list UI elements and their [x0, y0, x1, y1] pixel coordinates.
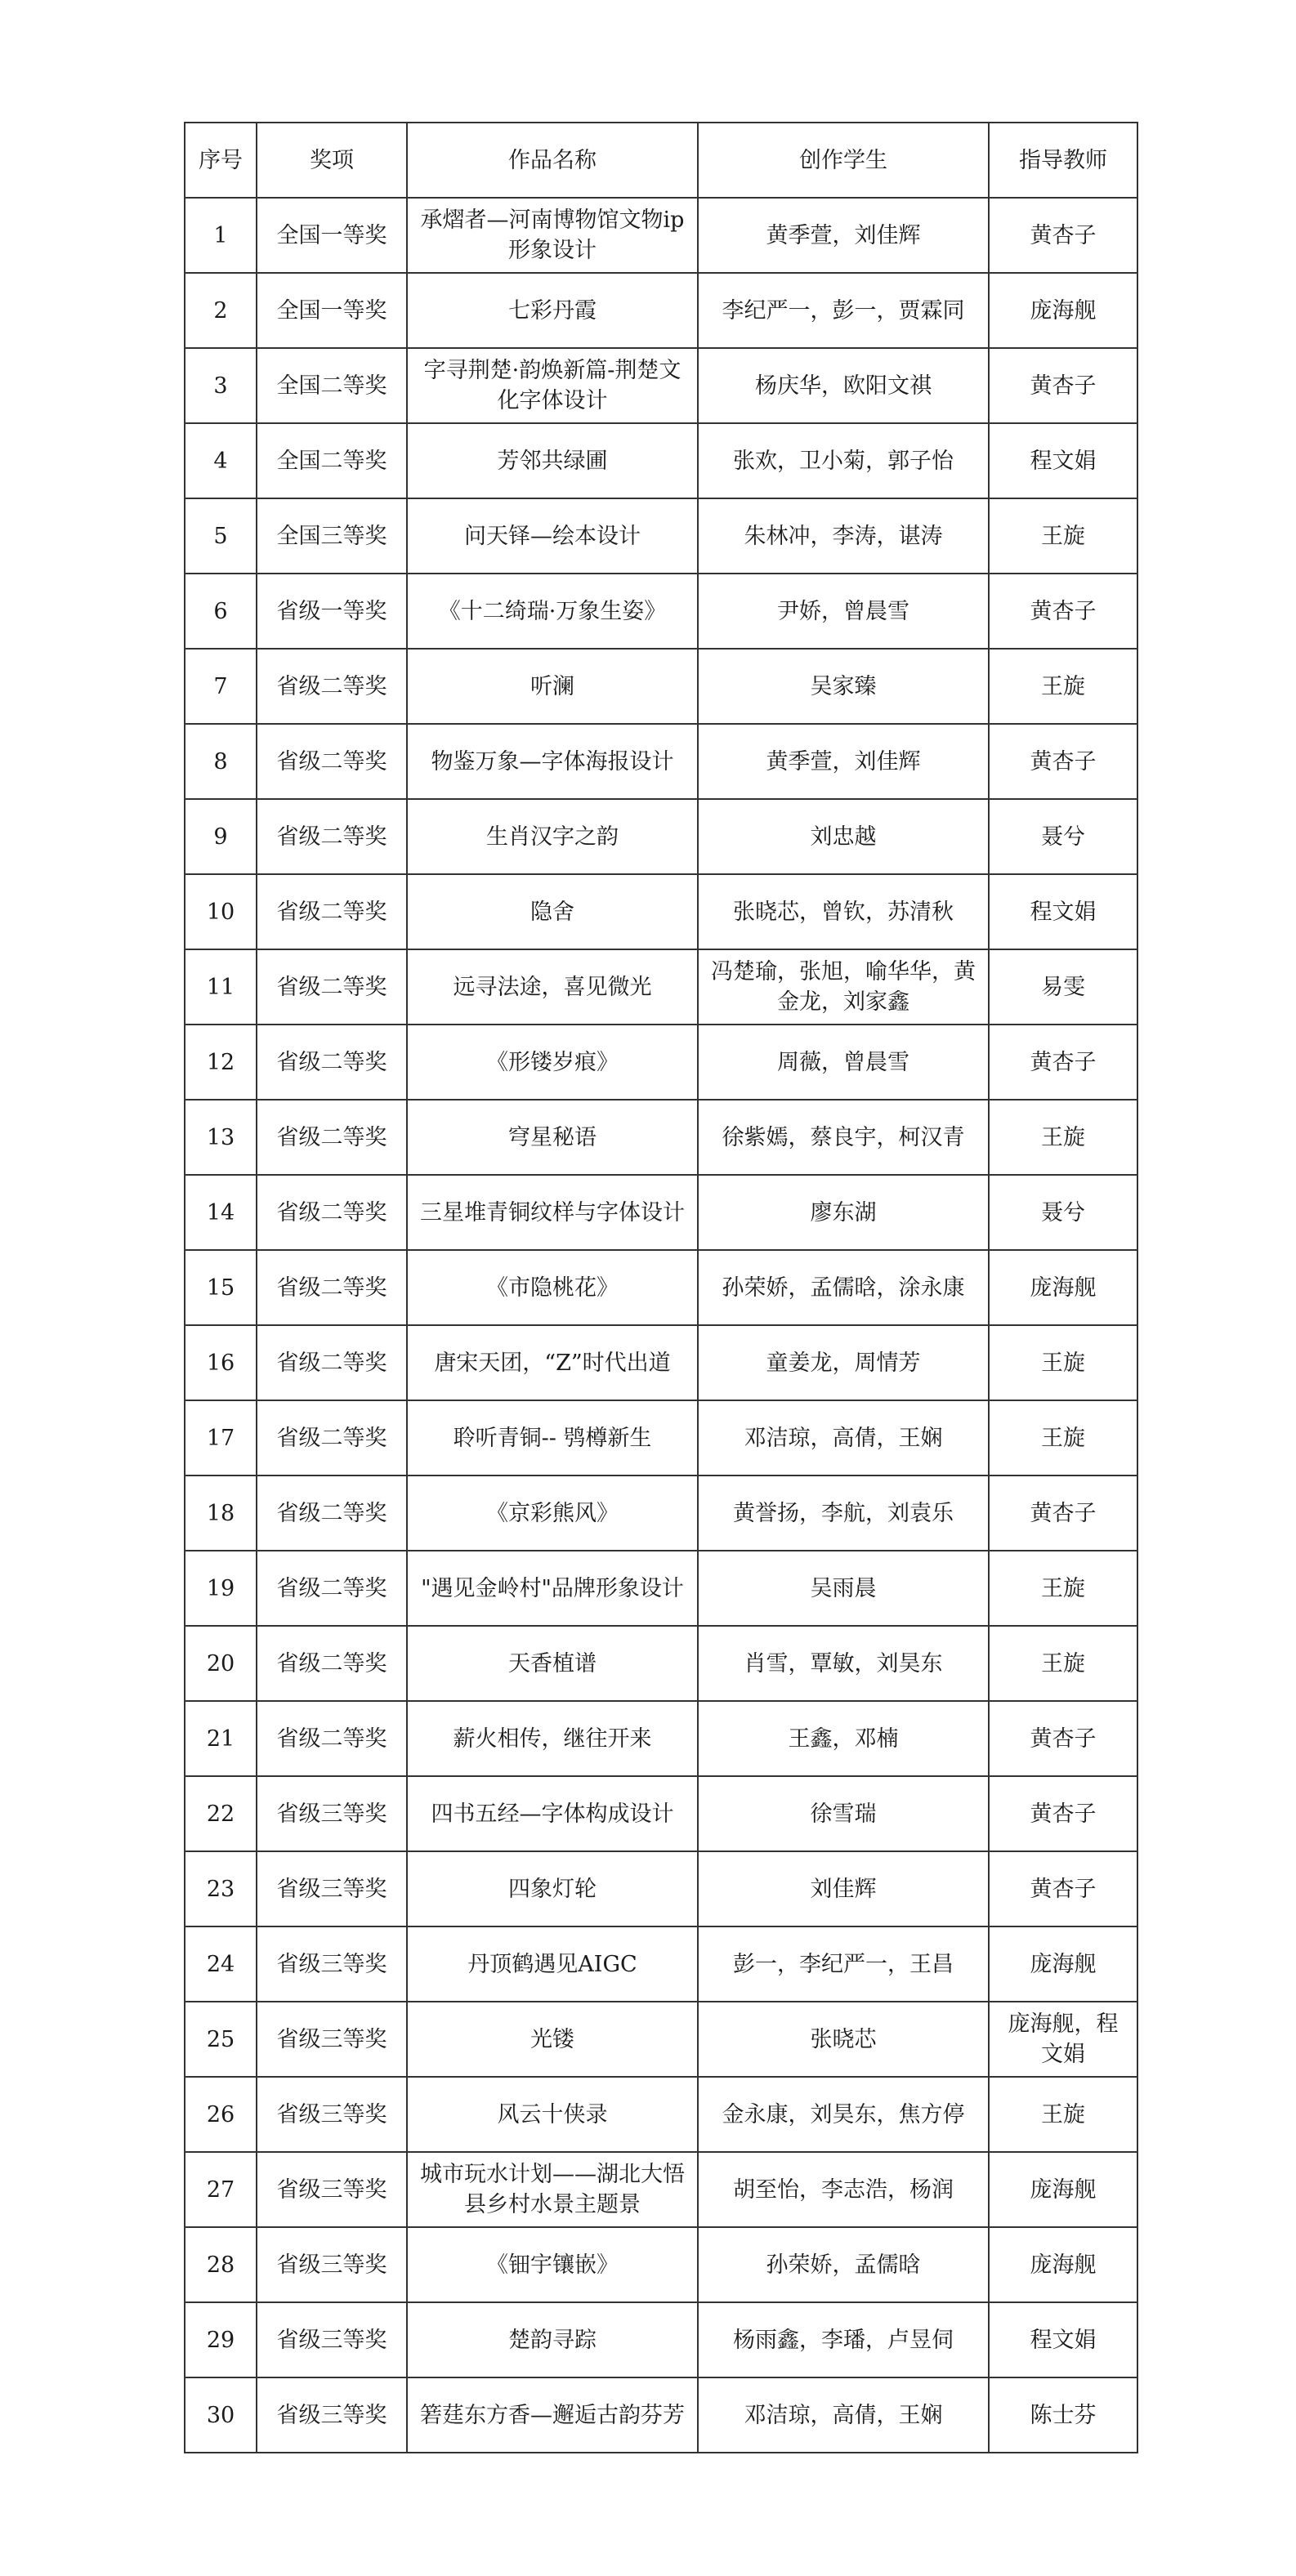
cell-students: 杨雨鑫，李璠，卢昱伺 [698, 2302, 989, 2377]
table-row [185, 1926, 1137, 2002]
cell-advisor: 王旋 [989, 1551, 1137, 1626]
table-row [185, 1626, 1137, 1701]
table-row [185, 2152, 1137, 2227]
cell-work-title: 风云十侠录 [407, 2077, 698, 2152]
cell-advisor: 王旋 [989, 1100, 1137, 1175]
cell-index: 2 [185, 273, 257, 348]
cell-index: 13 [185, 1100, 257, 1175]
cell-students: 黄季萱，刘佳辉 [698, 198, 989, 273]
cell-advisor: 王旋 [989, 1325, 1137, 1400]
cell-students: 徐雪瑞 [698, 1776, 989, 1851]
cell-award: 省级三等奖 [257, 2302, 407, 2377]
cell-award: 省级二等奖 [257, 1175, 407, 1250]
cell-work-title: 四书五经—字体构成设计 [407, 1776, 698, 1851]
cell-work-title: 《十二绮瑞·万象生姿》 [407, 574, 698, 649]
cell-award: 省级二等奖 [257, 1476, 407, 1551]
cell-index: 1 [185, 198, 257, 273]
cell-award: 省级二等奖 [257, 799, 407, 874]
cell-award: 省级二等奖 [257, 874, 407, 949]
cell-advisor: 黄杏子 [989, 574, 1137, 649]
cell-index: 23 [185, 1851, 257, 1926]
cell-work-title: 城市玩水计划——湖北大悟县乡村水景主题景 [407, 2152, 698, 2227]
cell-award: 省级二等奖 [257, 1701, 407, 1776]
table-row [185, 1250, 1137, 1325]
table-row [185, 949, 1137, 1025]
cell-work-title: 芳邻共绿圃 [407, 423, 698, 498]
cell-index: 5 [185, 498, 257, 574]
cell-advisor: 庞海舰 [989, 2227, 1137, 2302]
cell-award: 省级二等奖 [257, 649, 407, 724]
cell-award: 省级二等奖 [257, 949, 407, 1025]
table-row [185, 1776, 1137, 1851]
table-row [185, 498, 1137, 574]
cell-index: 15 [185, 1250, 257, 1325]
cell-work-title: 丹顶鹤遇见AIGC [407, 1926, 698, 2002]
cell-work-title: 四象灯轮 [407, 1851, 698, 1926]
cell-award: 省级二等奖 [257, 1551, 407, 1626]
cell-advisor: 王旋 [989, 498, 1137, 574]
cell-advisor: 易雯 [989, 949, 1137, 1025]
cell-award: 省级三等奖 [257, 2152, 407, 2227]
cell-students: 肖雪，覃敏，刘昊东 [698, 1626, 989, 1701]
cell-work-title: 《钿宇镶嵌》 [407, 2227, 698, 2302]
cell-students: 吴家臻 [698, 649, 989, 724]
cell-students: 朱林冲，李涛，谌涛 [698, 498, 989, 574]
cell-advisor: 黄杏子 [989, 1701, 1137, 1776]
cell-index: 28 [185, 2227, 257, 2302]
cell-award: 省级三等奖 [257, 2002, 407, 2077]
cell-students: 孙荣娇，孟儒晗，涂永康 [698, 1250, 989, 1325]
table-body [185, 198, 1137, 2453]
cell-award: 省级二等奖 [257, 1025, 407, 1100]
cell-advisor: 庞海舰 [989, 2152, 1137, 2227]
cell-work-title: 字寻荆楚·韵焕新篇-荆楚文化字体设计 [407, 348, 698, 423]
cell-students: 张晓芯 [698, 2002, 989, 2077]
table-row [185, 1400, 1137, 1476]
cell-index: 25 [185, 2002, 257, 2077]
cell-award: 省级三等奖 [257, 2227, 407, 2302]
cell-students: 吴雨晨 [698, 1551, 989, 1626]
cell-work-title: 听澜 [407, 649, 698, 724]
table-header [185, 123, 1137, 198]
cell-students: 邓洁琼，高倩，王娴 [698, 2377, 989, 2453]
cell-work-title: 问天铎—绘本设计 [407, 498, 698, 574]
table-row [185, 649, 1137, 724]
cell-index: 12 [185, 1025, 257, 1100]
cell-advisor: 黄杏子 [989, 198, 1137, 273]
cell-index: 7 [185, 649, 257, 724]
table-row [185, 874, 1137, 949]
table-row [185, 1551, 1137, 1626]
cell-students: 周薇，曾晨雪 [698, 1025, 989, 1100]
cell-students: 刘忠越 [698, 799, 989, 874]
cell-index: 24 [185, 1926, 257, 2002]
cell-work-title: 承熠者—河南博物馆文物ip形象设计 [407, 198, 698, 273]
cell-index: 27 [185, 2152, 257, 2227]
cell-students: 廖东湖 [698, 1175, 989, 1250]
cell-work-title: "遇见金岭村"品牌形象设计 [407, 1551, 698, 1626]
cell-students: 孙荣娇，孟儒晗 [698, 2227, 989, 2302]
cell-students: 张晓芯，曾钦，苏清秋 [698, 874, 989, 949]
cell-work-title: 薪火相传，继往开来 [407, 1701, 698, 1776]
cell-award: 省级二等奖 [257, 1626, 407, 1701]
cell-advisor: 王旋 [989, 1400, 1137, 1476]
cell-award: 全国二等奖 [257, 423, 407, 498]
cell-award: 省级二等奖 [257, 1250, 407, 1325]
table-row [185, 724, 1137, 799]
cell-work-title: 生肖汉字之韵 [407, 799, 698, 874]
table-row [185, 2227, 1137, 2302]
table-row [185, 2002, 1137, 2077]
cell-advisor: 聂兮 [989, 799, 1137, 874]
table-row [185, 1175, 1137, 1250]
cell-award: 省级三等奖 [257, 1776, 407, 1851]
cell-index: 29 [185, 2302, 257, 2377]
cell-students: 邓洁琼，高倩，王娴 [698, 1400, 989, 1476]
cell-index: 18 [185, 1476, 257, 1551]
cell-award: 省级三等奖 [257, 1851, 407, 1926]
table-row [185, 348, 1137, 423]
cell-students: 张欢，卫小菊，郭子怡 [698, 423, 989, 498]
cell-index: 4 [185, 423, 257, 498]
header-advisor: 指导教师 [989, 123, 1137, 198]
cell-work-title: 天香植谱 [407, 1626, 698, 1701]
cell-work-title: 聆听青铜-- 鸮樽新生 [407, 1400, 698, 1476]
cell-index: 17 [185, 1400, 257, 1476]
cell-work-title: 光镂 [407, 2002, 698, 2077]
table-row [185, 1851, 1137, 1926]
cell-index: 11 [185, 949, 257, 1025]
cell-advisor: 程文娟 [989, 874, 1137, 949]
cell-students: 胡至怡，李志浩，杨润 [698, 2152, 989, 2227]
table-row [185, 1701, 1137, 1776]
cell-students: 金永康，刘昊东，焦方停 [698, 2077, 989, 2152]
cell-index: 20 [185, 1626, 257, 1701]
cell-index: 22 [185, 1776, 257, 1851]
table-row [185, 198, 1137, 273]
cell-students: 黄誉扬，李航，刘袁乐 [698, 1476, 989, 1551]
cell-advisor: 王旋 [989, 649, 1137, 724]
cell-index: 6 [185, 574, 257, 649]
cell-advisor: 庞海舰 [989, 1250, 1137, 1325]
cell-work-title: 远寻法途，喜见微光 [407, 949, 698, 1025]
cell-award: 省级一等奖 [257, 574, 407, 649]
cell-work-title: 《京彩熊风》 [407, 1476, 698, 1551]
cell-award: 省级二等奖 [257, 1100, 407, 1175]
cell-award: 省级二等奖 [257, 1325, 407, 1400]
cell-index: 8 [185, 724, 257, 799]
cell-students: 杨庆华，欧阳文祺 [698, 348, 989, 423]
cell-award: 全国二等奖 [257, 348, 407, 423]
cell-advisor: 庞海舰，程文娟 [989, 2002, 1137, 2077]
cell-index: 30 [185, 2377, 257, 2453]
cell-advisor: 黄杏子 [989, 724, 1137, 799]
table-row [185, 574, 1137, 649]
cell-award: 全国一等奖 [257, 273, 407, 348]
cell-advisor: 程文娟 [989, 423, 1137, 498]
cell-advisor: 黄杏子 [989, 1851, 1137, 1926]
cell-work-title: 箬莛东方香—邂逅古韵芬芳 [407, 2377, 698, 2453]
cell-advisor: 黄杏子 [989, 348, 1137, 423]
cell-award: 省级三等奖 [257, 2077, 407, 2152]
cell-students: 黄季萱，刘佳辉 [698, 724, 989, 799]
cell-work-title: 穹星秘语 [407, 1100, 698, 1175]
cell-advisor: 陈士芬 [989, 2377, 1137, 2453]
header-work-title: 作品名称 [407, 123, 698, 198]
cell-advisor: 程文娟 [989, 2302, 1137, 2377]
cell-students: 李纪严一，彭一，贾霖同 [698, 273, 989, 348]
cell-students: 王鑫，邓楠 [698, 1701, 989, 1776]
cell-index: 10 [185, 874, 257, 949]
table-row [185, 423, 1137, 498]
cell-work-title: 七彩丹霞 [407, 273, 698, 348]
table-row [185, 1100, 1137, 1175]
cell-index: 16 [185, 1325, 257, 1400]
cell-advisor: 庞海舰 [989, 273, 1137, 348]
cell-advisor: 庞海舰 [989, 1926, 1137, 2002]
cell-work-title: 三星堆青铜纹样与字体设计 [407, 1175, 698, 1250]
table-row [185, 273, 1137, 348]
cell-advisor: 黄杏子 [989, 1025, 1137, 1100]
header-students: 创作学生 [698, 123, 989, 198]
table-row [185, 1025, 1137, 1100]
cell-work-title: 唐宋天团，“Z”时代出道 [407, 1325, 698, 1400]
cell-advisor: 王旋 [989, 1626, 1137, 1701]
cell-advisor: 聂兮 [989, 1175, 1137, 1250]
table-row [185, 2077, 1137, 2152]
header-award: 奖项 [257, 123, 407, 198]
cell-work-title: 物鉴万象—字体海报设计 [407, 724, 698, 799]
cell-students: 彭一，李纪严一，王昌 [698, 1926, 989, 2002]
awards-table [184, 122, 1138, 2453]
table-row [185, 2377, 1137, 2453]
cell-award: 省级二等奖 [257, 1400, 407, 1476]
table-row [185, 2302, 1137, 2377]
cell-work-title: 隐舍 [407, 874, 698, 949]
cell-advisor: 黄杏子 [989, 1776, 1137, 1851]
cell-work-title: 《形镂岁痕》 [407, 1025, 698, 1100]
cell-work-title: 《市隐桃花》 [407, 1250, 698, 1325]
cell-students: 刘佳辉 [698, 1851, 989, 1926]
header-index: 序号 [185, 123, 257, 198]
cell-students: 冯楚瑜，张旭，喻华华，黄金龙，刘家鑫 [698, 949, 989, 1025]
cell-index: 3 [185, 348, 257, 423]
cell-students: 童姜龙，周情芳 [698, 1325, 989, 1400]
header-row [185, 123, 1137, 198]
cell-index: 21 [185, 1701, 257, 1776]
table-row [185, 1476, 1137, 1551]
cell-index: 19 [185, 1551, 257, 1626]
cell-advisor: 黄杏子 [989, 1476, 1137, 1551]
cell-award: 省级三等奖 [257, 1926, 407, 2002]
table-row [185, 799, 1137, 874]
cell-advisor: 王旋 [989, 2077, 1137, 2152]
cell-award: 省级二等奖 [257, 724, 407, 799]
cell-students: 尹娇，曾晨雪 [698, 574, 989, 649]
cell-award: 全国三等奖 [257, 498, 407, 574]
cell-index: 9 [185, 799, 257, 874]
cell-award: 全国一等奖 [257, 198, 407, 273]
cell-work-title: 楚韵寻踪 [407, 2302, 698, 2377]
cell-index: 26 [185, 2077, 257, 2152]
cell-students: 徐紫嫣，蔡良宇，柯汉青 [698, 1100, 989, 1175]
cell-index: 14 [185, 1175, 257, 1250]
cell-award: 省级三等奖 [257, 2377, 407, 2453]
table-row [185, 1325, 1137, 1400]
